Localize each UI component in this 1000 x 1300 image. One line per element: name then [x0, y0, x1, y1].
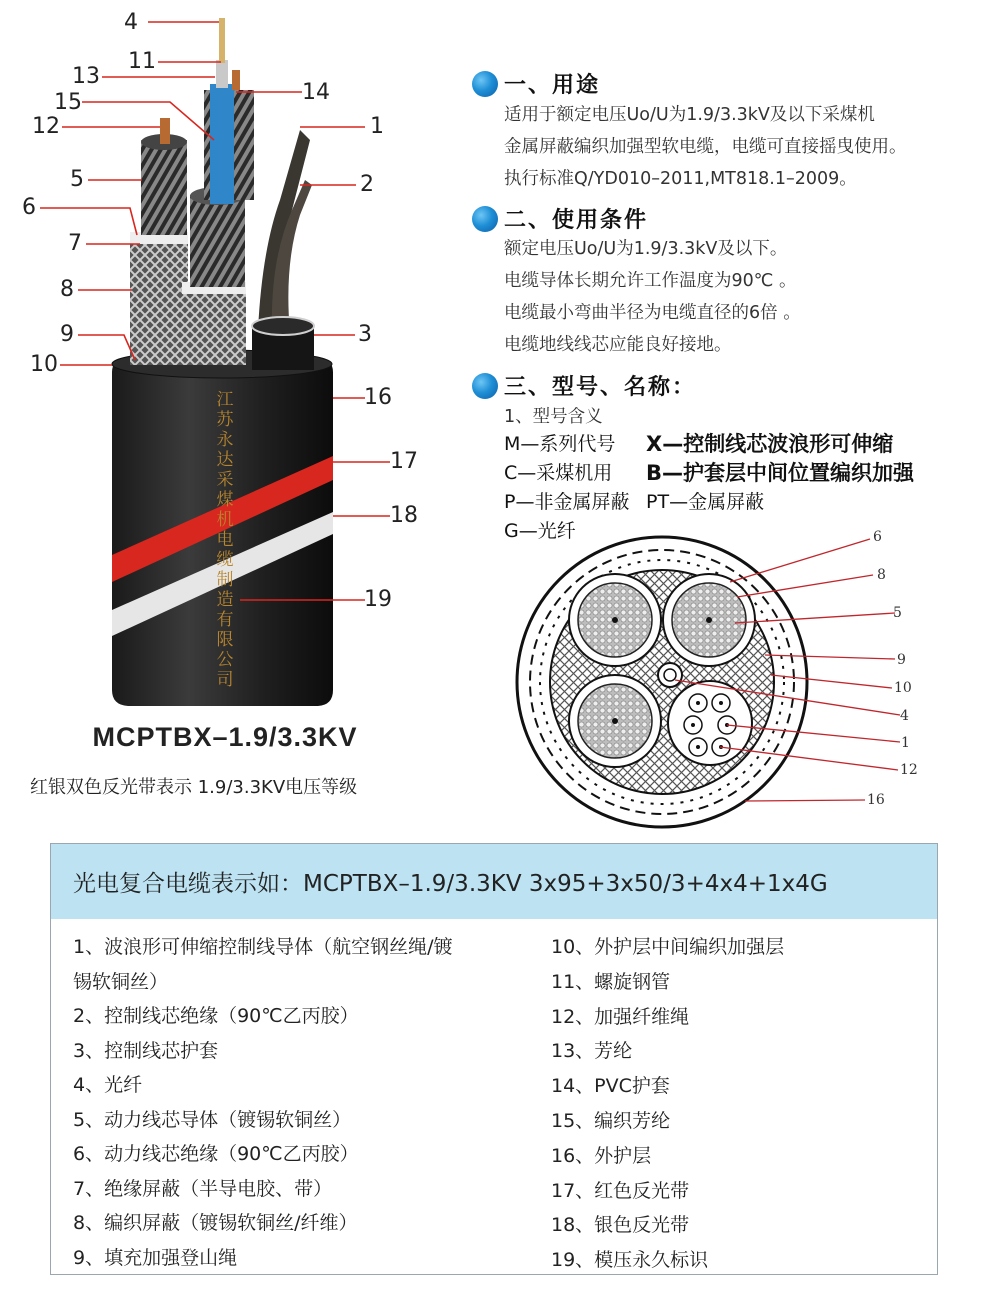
callout-9: 9: [60, 322, 74, 347]
section1-line: 执行标准Q/YD010–2011,MT818.1–2009。: [504, 169, 857, 189]
section2-body: [504, 233, 801, 361]
list-item: 7、绝缘屏蔽（半导电胶、带）: [73, 1177, 333, 1200]
list-item: 19、模压永久标识: [551, 1249, 709, 1272]
list-item: 15、编织芳纶: [551, 1109, 671, 1132]
callout-1: 1: [370, 114, 384, 139]
xs-power-core: [663, 574, 755, 666]
xs-label-4: 4: [900, 708, 909, 724]
callout-8: 8: [60, 277, 74, 302]
section1-body: [504, 99, 907, 195]
callout-12: 12: [32, 114, 60, 139]
xs-label-6: 6: [873, 529, 882, 545]
model-code: PT—金属屏蔽: [646, 491, 765, 513]
xs-label-8: 8: [877, 567, 886, 583]
callout-10: 10: [30, 352, 58, 377]
list-item: 16、外护层: [551, 1144, 652, 1167]
section1-line: 适用于额定电压Uo/U为1.9/3.3kV及以下采煤机: [504, 105, 875, 125]
component-list-left: [73, 930, 523, 1275]
xs-label-1: 1: [901, 735, 910, 751]
blue-bullet-icon: [472, 206, 498, 232]
braid-shield-middle: [182, 290, 246, 365]
model-code: G—光纤: [504, 520, 576, 542]
section2-line: 电缆导体长期允许工作温度为90℃ 。: [504, 271, 797, 291]
list-item: 2、控制线芯绝缘（90℃乙丙胶）: [73, 1005, 359, 1027]
jacket-printed-mark: 江苏永达采煤机电缆制造有限公司: [216, 390, 234, 690]
section2-title: 二、使用条件: [504, 208, 649, 233]
xs-label-9: 9: [897, 652, 906, 668]
list-header: 光电复合电缆表示如：MCPTBX–1.9/3.3KV 3x95+3x50/3+4x4+1x4G: [51, 844, 937, 919]
callout-15: 15: [54, 90, 82, 115]
component-list-right: [551, 930, 921, 1278]
cross-section-diagram: [515, 525, 935, 840]
component-list: [50, 843, 938, 1275]
list-item: 1、波浪形可伸缩控制线导体（航空钢丝绳/镀: [73, 936, 453, 958]
xs-label-5: 5: [893, 605, 902, 621]
list-item: 5、动力线芯导体（镀锡软铜丝）: [73, 1108, 352, 1131]
model-code: C—采煤机用: [504, 462, 613, 484]
callout-16: 16: [364, 385, 392, 410]
list-item: 10、外护层中间编织加强层: [551, 936, 785, 958]
section1-title: 一、用途: [504, 73, 601, 98]
list-item: 3、控制线芯护套: [73, 1039, 219, 1062]
list-item: 8、编织屏蔽（镀锡软铜丝/纤维）: [73, 1212, 358, 1234]
section2-heading: [472, 203, 648, 234]
blue-bullet-icon: [472, 71, 498, 97]
xs-power-core: [569, 675, 661, 767]
list-item: 11、螺旋钢管: [551, 970, 671, 993]
product-model: MCPTBX–1.9/3.3KV: [92, 722, 358, 752]
list-item: 13、芳纶: [551, 1040, 633, 1063]
model-row: [504, 430, 914, 459]
model-code: X—控制线芯波浪形可伸缩: [646, 432, 894, 456]
callout-19: 19: [364, 587, 392, 612]
model-code: B—护套层中间位置编织加强: [646, 461, 915, 485]
section2-line: 额定电压Uo/U为1.9/3.3kV及以下。: [504, 239, 788, 259]
list-item: 4、光纤: [73, 1074, 143, 1096]
list-item: 6、动力线芯绝缘（90℃乙丙胶）: [73, 1143, 359, 1165]
braid-shield-left: [130, 240, 188, 365]
callout-7: 7: [68, 231, 82, 256]
model-row: [504, 459, 914, 488]
callout-4: 4: [124, 10, 138, 35]
xs-label-16: 16: [867, 792, 885, 808]
list-item: 9、填充加强登山绳: [73, 1246, 238, 1269]
section2-line: 电缆最小弯曲半径为电缆直径的6倍 。: [504, 303, 801, 323]
callout-6: 6: [22, 195, 36, 220]
callout-18: 18: [390, 503, 418, 528]
section3-title: 三、型号、名称：: [504, 375, 697, 400]
section3-heading: [472, 370, 696, 401]
model-row: [504, 488, 914, 517]
list-item: 锡软铜丝）: [73, 970, 169, 993]
callout-2: 2: [360, 172, 374, 197]
callout-11: 11: [128, 49, 156, 74]
section3-subtitle: 1、型号含义: [504, 407, 603, 427]
xs-label-10: 10: [894, 680, 912, 696]
callout-13: 13: [72, 64, 100, 89]
section1-line: 金属屏蔽编织加强型软电缆，电缆可直接摇曳使用。: [504, 137, 907, 157]
blue-bullet-icon: [472, 373, 498, 399]
list-item: 17、红色反光带: [551, 1179, 690, 1202]
xs-label-12: 12: [900, 762, 918, 778]
list-item: 12、加强纤维绳: [551, 1005, 690, 1028]
callout-5: 5: [70, 167, 84, 192]
callout-3: 3: [358, 322, 372, 347]
list-item: 18、银色反光带: [551, 1214, 690, 1237]
product-caption: 红银双色反光带表示 1.9/3.3KV电压等级: [30, 777, 358, 798]
list-item: 14、PVC护套: [551, 1075, 670, 1098]
model-code: P—非金属屏蔽: [504, 491, 630, 513]
callout-14: 14: [302, 80, 330, 105]
section1-heading: [472, 68, 600, 99]
cable-illustration: [0, 0, 470, 820]
callout-17: 17: [390, 449, 418, 474]
model-code: M—系列代号: [504, 433, 616, 455]
xs-power-core: [569, 574, 661, 666]
section2-line: 电缆地线线芯应能良好接地。: [504, 335, 732, 355]
